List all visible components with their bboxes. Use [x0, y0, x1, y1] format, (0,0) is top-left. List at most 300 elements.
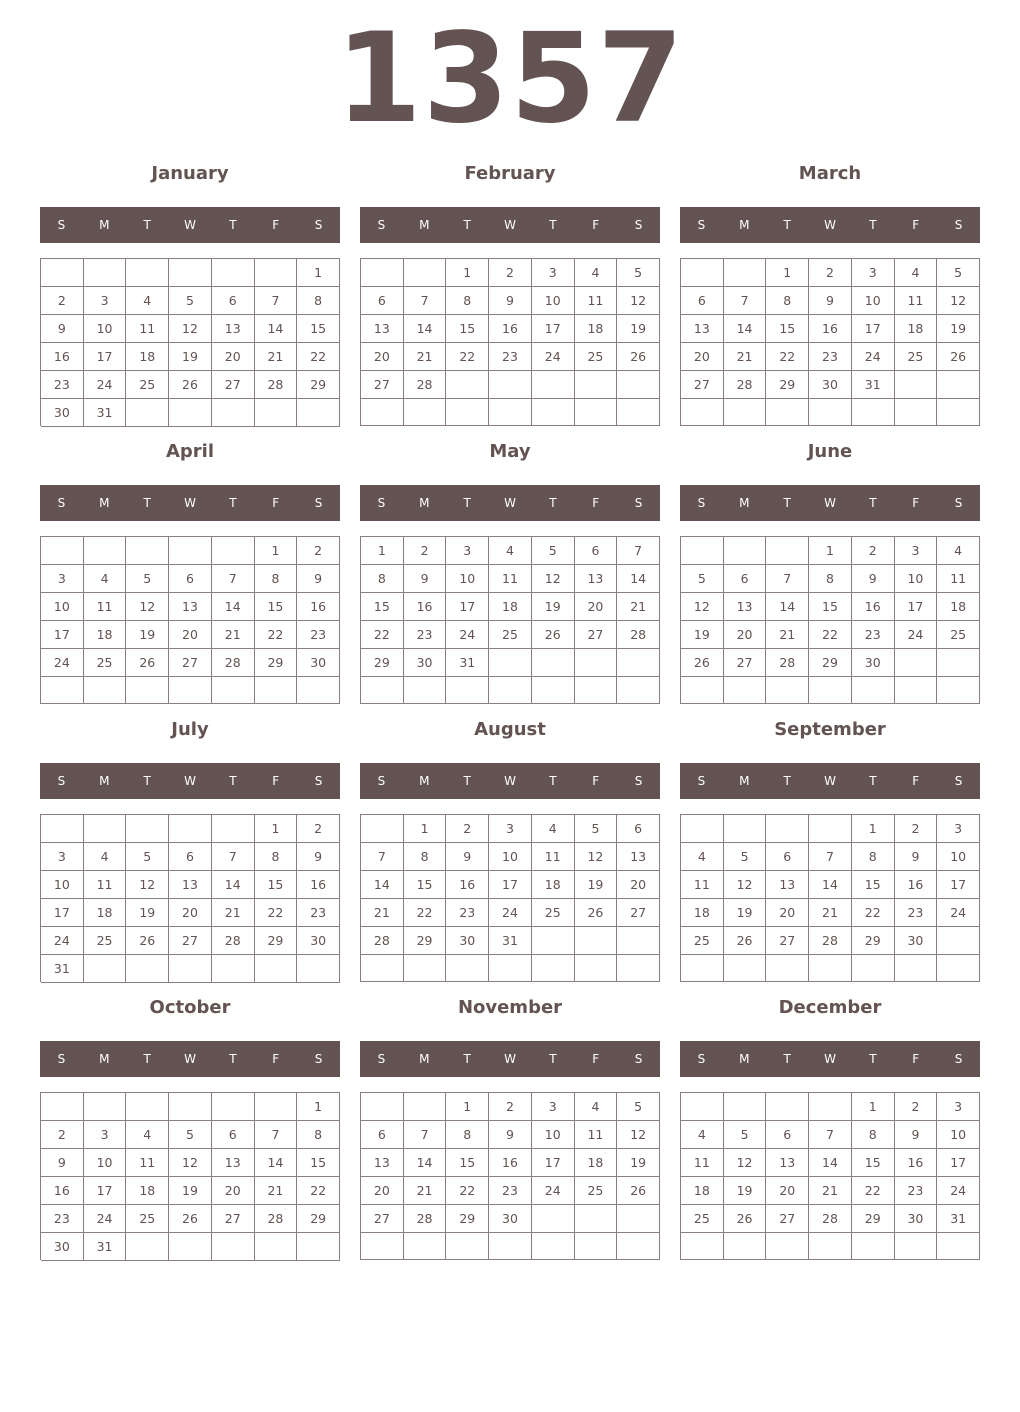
day-cell: 11	[681, 871, 724, 899]
day-cell: 19	[724, 1177, 767, 1205]
day-cell: 22	[297, 343, 340, 371]
day-cell: 9	[41, 315, 84, 343]
day-cell: 19	[724, 899, 767, 927]
day-cell: 29	[297, 1205, 340, 1233]
weekday-label: F	[272, 774, 280, 788]
day-cell: 17	[446, 593, 489, 621]
weekday-label: S	[697, 496, 706, 510]
day-cell: 3	[489, 815, 532, 843]
empty-day-cell	[489, 677, 532, 704]
day-grid	[40, 1092, 340, 1260]
day-cell: 18	[575, 1149, 618, 1177]
empty-day-cell	[489, 649, 532, 677]
day-cell: 20	[169, 621, 212, 649]
month-name: March	[798, 163, 862, 184]
empty-day-cell	[489, 1233, 532, 1260]
empty-day-cell	[681, 1233, 724, 1260]
day-cell: 18	[895, 315, 938, 343]
weekday-label: T	[143, 218, 151, 232]
empty-day-cell	[126, 259, 169, 287]
empty-day-cell	[681, 815, 724, 843]
day-cell: 18	[126, 1177, 169, 1205]
empty-day-cell	[809, 815, 852, 843]
weekday-label: S	[634, 218, 643, 232]
day-cell: 2	[297, 537, 340, 565]
day-cell: 9	[446, 843, 489, 871]
weekday-label: W	[184, 496, 196, 510]
day-cell: 18	[126, 343, 169, 371]
day-cell: 25	[575, 343, 618, 371]
empty-day-cell	[895, 677, 938, 704]
day-cell: 23	[446, 899, 489, 927]
day-cell: 13	[361, 1149, 404, 1177]
day-grid	[680, 1092, 980, 1260]
day-cell: 12	[169, 315, 212, 343]
day-cell: 9	[895, 1121, 938, 1149]
day-cell: 5	[575, 815, 618, 843]
day-cell: 12	[126, 593, 169, 621]
day-cell: 21	[809, 1177, 852, 1205]
day-cell: 26	[126, 649, 169, 677]
empty-day-cell	[169, 399, 212, 427]
day-cell: 5	[169, 287, 212, 315]
day-cell: 16	[895, 1149, 938, 1177]
empty-day-cell	[404, 677, 447, 704]
day-cell: 7	[255, 1121, 298, 1149]
weekday-label: M	[419, 774, 430, 788]
day-cell: 16	[297, 593, 340, 621]
day-cell: 20	[575, 593, 618, 621]
empty-day-cell	[446, 677, 489, 704]
day-cell: 3	[937, 815, 980, 843]
empty-day-cell	[766, 537, 809, 565]
day-cell: 1	[361, 537, 404, 565]
empty-day-cell	[937, 399, 980, 426]
weekday-label: S	[377, 218, 386, 232]
empty-day-cell	[126, 955, 169, 983]
empty-day-cell	[937, 677, 980, 704]
weekday-label: F	[592, 496, 600, 510]
empty-day-cell	[809, 677, 852, 704]
weekday-label: F	[912, 496, 920, 510]
day-cell: 6	[766, 1121, 809, 1149]
month-name: January	[151, 163, 229, 184]
day-cell: 14	[404, 1149, 447, 1177]
month-name: December	[778, 997, 882, 1018]
month-june	[680, 438, 980, 704]
empty-day-cell	[681, 677, 724, 704]
weekday-header	[680, 763, 980, 799]
day-cell: 4	[575, 259, 618, 287]
weekday-label: T	[463, 218, 471, 232]
day-cell: 5	[126, 843, 169, 871]
day-cell: 13	[169, 593, 212, 621]
empty-day-cell	[41, 259, 84, 287]
empty-day-cell	[84, 677, 127, 704]
day-cell: 11	[489, 565, 532, 593]
day-cell: 17	[937, 871, 980, 899]
empty-day-cell	[575, 1205, 618, 1233]
day-cell: 10	[84, 315, 127, 343]
day-cell: 12	[617, 1121, 660, 1149]
empty-day-cell	[212, 815, 255, 843]
weekday-label: T	[229, 218, 237, 232]
empty-day-cell	[895, 371, 938, 399]
day-cell: 22	[809, 621, 852, 649]
empty-day-cell	[212, 1233, 255, 1261]
empty-day-cell	[255, 677, 298, 704]
day-cell: 23	[895, 899, 938, 927]
empty-day-cell	[895, 1233, 938, 1260]
day-grid	[360, 1092, 660, 1260]
empty-day-cell	[532, 1205, 575, 1233]
day-cell: 11	[84, 871, 127, 899]
day-cell: 8	[446, 1121, 489, 1149]
empty-day-cell	[212, 259, 255, 287]
day-cell: 4	[681, 1121, 724, 1149]
day-cell: 21	[766, 621, 809, 649]
day-cell: 16	[489, 1149, 532, 1177]
day-cell: 29	[297, 371, 340, 399]
day-cell: 14	[809, 871, 852, 899]
empty-day-cell	[809, 955, 852, 982]
day-cell: 19	[575, 871, 618, 899]
day-cell: 10	[446, 565, 489, 593]
day-cell: 27	[169, 927, 212, 955]
day-cell: 12	[617, 287, 660, 315]
day-cell: 20	[724, 621, 767, 649]
day-cell: 30	[489, 1205, 532, 1233]
day-cell: 12	[724, 1149, 767, 1177]
day-cell: 16	[446, 871, 489, 899]
weekday-label: T	[869, 218, 877, 232]
day-cell: 8	[404, 843, 447, 871]
day-cell: 25	[489, 621, 532, 649]
day-cell: 17	[532, 1149, 575, 1177]
day-cell: 22	[361, 621, 404, 649]
day-grid	[680, 814, 980, 982]
day-cell: 25	[681, 927, 724, 955]
day-cell: 28	[766, 649, 809, 677]
day-cell: 19	[169, 1177, 212, 1205]
empty-day-cell	[361, 677, 404, 704]
weekday-label: M	[99, 774, 110, 788]
weekday-label: T	[783, 1052, 791, 1066]
day-cell: 30	[895, 927, 938, 955]
day-cell: 10	[852, 287, 895, 315]
empty-day-cell	[852, 399, 895, 426]
month-march	[680, 160, 980, 426]
day-cell: 8	[766, 287, 809, 315]
day-cell: 7	[617, 537, 660, 565]
day-cell: 21	[404, 343, 447, 371]
day-cell: 30	[297, 927, 340, 955]
month-name: June	[807, 441, 853, 462]
day-cell: 10	[489, 843, 532, 871]
empty-day-cell	[617, 649, 660, 677]
empty-day-cell	[489, 371, 532, 399]
empty-day-cell	[724, 259, 767, 287]
day-grid	[680, 536, 980, 704]
day-cell: 27	[212, 1205, 255, 1233]
day-cell: 30	[297, 649, 340, 677]
empty-day-cell	[617, 1233, 660, 1260]
empty-day-cell	[532, 927, 575, 955]
empty-day-cell	[446, 399, 489, 426]
day-cell: 17	[895, 593, 938, 621]
empty-day-cell	[937, 955, 980, 982]
weekday-label: W	[504, 774, 516, 788]
day-cell: 7	[212, 843, 255, 871]
day-cell: 24	[532, 1177, 575, 1205]
day-cell: 30	[446, 927, 489, 955]
day-cell: 30	[852, 649, 895, 677]
day-cell: 14	[212, 593, 255, 621]
day-cell: 14	[404, 315, 447, 343]
day-cell: 29	[809, 649, 852, 677]
empty-day-cell	[169, 955, 212, 983]
day-cell: 28	[404, 371, 447, 399]
weekday-label: W	[824, 1052, 836, 1066]
day-grid	[680, 258, 980, 426]
weekday-label: T	[229, 496, 237, 510]
day-cell: 25	[681, 1205, 724, 1233]
day-cell: 15	[852, 871, 895, 899]
day-cell: 11	[937, 565, 980, 593]
day-cell: 4	[895, 259, 938, 287]
day-cell: 7	[809, 1121, 852, 1149]
day-cell: 29	[766, 371, 809, 399]
day-cell: 31	[84, 399, 127, 427]
day-cell: 16	[41, 343, 84, 371]
weekday-label: T	[549, 1052, 557, 1066]
day-cell: 7	[766, 565, 809, 593]
day-cell: 3	[41, 565, 84, 593]
day-cell: 14	[212, 871, 255, 899]
month-name: July	[171, 719, 209, 740]
day-cell: 12	[126, 871, 169, 899]
day-cell: 4	[937, 537, 980, 565]
day-cell: 28	[212, 649, 255, 677]
day-cell: 12	[937, 287, 980, 315]
empty-day-cell	[809, 1233, 852, 1260]
empty-day-cell	[681, 259, 724, 287]
empty-day-cell	[361, 399, 404, 426]
year-title: 1357	[335, 7, 685, 151]
day-cell: 21	[361, 899, 404, 927]
day-cell: 16	[489, 315, 532, 343]
day-cell: 13	[212, 1149, 255, 1177]
day-cell: 22	[255, 621, 298, 649]
empty-day-cell	[937, 649, 980, 677]
day-cell: 10	[937, 1121, 980, 1149]
day-cell: 15	[852, 1149, 895, 1177]
day-cell: 6	[212, 287, 255, 315]
empty-day-cell	[724, 537, 767, 565]
day-cell: 7	[361, 843, 404, 871]
day-cell: 20	[361, 1177, 404, 1205]
day-cell: 28	[809, 927, 852, 955]
month-november	[360, 994, 660, 1260]
day-cell: 24	[446, 621, 489, 649]
day-cell: 3	[852, 259, 895, 287]
empty-day-cell	[297, 1233, 340, 1261]
empty-day-cell	[532, 371, 575, 399]
day-cell: 11	[575, 1121, 618, 1149]
day-cell: 18	[84, 899, 127, 927]
empty-day-cell	[766, 677, 809, 704]
empty-day-cell	[212, 1093, 255, 1121]
weekday-label: T	[463, 496, 471, 510]
day-cell: 25	[575, 1177, 618, 1205]
empty-day-cell	[532, 955, 575, 982]
day-cell: 10	[532, 1121, 575, 1149]
day-cell: 23	[297, 899, 340, 927]
day-cell: 2	[489, 259, 532, 287]
weekday-label: W	[824, 496, 836, 510]
weekday-label: T	[549, 218, 557, 232]
weekday-header	[40, 485, 340, 521]
day-cell: 17	[84, 1177, 127, 1205]
day-cell: 12	[575, 843, 618, 871]
day-cell: 2	[446, 815, 489, 843]
weekday-label: M	[419, 1052, 430, 1066]
weekday-label: S	[697, 1052, 706, 1066]
month-january	[40, 160, 340, 426]
empty-day-cell	[766, 815, 809, 843]
day-cell: 24	[937, 899, 980, 927]
day-cell: 27	[724, 649, 767, 677]
day-cell: 18	[532, 871, 575, 899]
day-cell: 21	[724, 343, 767, 371]
empty-day-cell	[575, 399, 618, 426]
day-cell: 11	[126, 1149, 169, 1177]
empty-day-cell	[575, 955, 618, 982]
day-cell: 15	[766, 315, 809, 343]
weekday-label: S	[314, 1052, 323, 1066]
empty-day-cell	[446, 1233, 489, 1260]
day-cell: 31	[446, 649, 489, 677]
day-cell: 27	[212, 371, 255, 399]
day-cell: 2	[852, 537, 895, 565]
weekday-label: T	[143, 496, 151, 510]
empty-day-cell	[297, 399, 340, 427]
month-september	[680, 716, 980, 982]
empty-day-cell	[126, 1093, 169, 1121]
day-cell: 26	[724, 927, 767, 955]
day-cell: 26	[169, 371, 212, 399]
weekday-label: W	[504, 218, 516, 232]
empty-day-cell	[255, 399, 298, 427]
weekday-label: T	[143, 774, 151, 788]
day-cell: 1	[809, 537, 852, 565]
day-cell: 13	[575, 565, 618, 593]
day-cell: 15	[446, 1149, 489, 1177]
empty-day-cell	[361, 1093, 404, 1121]
weekday-label: S	[377, 496, 386, 510]
empty-day-cell	[532, 399, 575, 426]
day-cell: 31	[489, 927, 532, 955]
day-cell: 27	[766, 1205, 809, 1233]
weekday-label: W	[824, 774, 836, 788]
day-cell: 24	[852, 343, 895, 371]
weekday-label: M	[739, 774, 750, 788]
day-cell: 6	[212, 1121, 255, 1149]
weekday-header	[40, 1041, 340, 1077]
day-cell: 9	[41, 1149, 84, 1177]
day-cell: 6	[617, 815, 660, 843]
day-cell: 20	[766, 1177, 809, 1205]
day-cell: 27	[766, 927, 809, 955]
day-cell: 29	[852, 927, 895, 955]
day-cell: 22	[766, 343, 809, 371]
empty-day-cell	[84, 815, 127, 843]
day-cell: 25	[84, 927, 127, 955]
day-cell: 1	[446, 259, 489, 287]
day-cell: 27	[361, 1205, 404, 1233]
day-cell: 23	[809, 343, 852, 371]
day-cell: 20	[212, 1177, 255, 1205]
day-cell: 6	[575, 537, 618, 565]
day-cell: 14	[617, 565, 660, 593]
empty-day-cell	[617, 371, 660, 399]
month-name: October	[149, 997, 231, 1018]
weekday-header	[360, 485, 660, 521]
day-cell: 25	[895, 343, 938, 371]
empty-day-cell	[937, 927, 980, 955]
day-cell: 11	[895, 287, 938, 315]
empty-day-cell	[617, 677, 660, 704]
empty-day-cell	[41, 677, 84, 704]
weekday-label: M	[739, 1052, 750, 1066]
weekday-label: S	[314, 496, 323, 510]
empty-day-cell	[404, 259, 447, 287]
day-cell: 4	[681, 843, 724, 871]
weekday-label: S	[314, 774, 323, 788]
empty-day-cell	[489, 399, 532, 426]
day-cell: 10	[84, 1149, 127, 1177]
day-cell: 3	[446, 537, 489, 565]
empty-day-cell	[212, 955, 255, 983]
day-cell: 16	[41, 1177, 84, 1205]
day-cell: 19	[617, 1149, 660, 1177]
empty-day-cell	[489, 955, 532, 982]
weekday-header	[360, 1041, 660, 1077]
day-cell: 28	[404, 1205, 447, 1233]
empty-day-cell	[532, 649, 575, 677]
day-cell: 18	[681, 1177, 724, 1205]
empty-day-cell	[404, 1093, 447, 1121]
day-cell: 26	[724, 1205, 767, 1233]
empty-day-cell	[212, 677, 255, 704]
day-grid	[360, 258, 660, 426]
day-cell: 25	[532, 899, 575, 927]
day-cell: 23	[41, 371, 84, 399]
day-grid	[360, 536, 660, 704]
weekday-header	[40, 763, 340, 799]
empty-day-cell	[809, 399, 852, 426]
day-cell: 1	[255, 815, 298, 843]
day-cell: 16	[809, 315, 852, 343]
day-cell: 24	[489, 899, 532, 927]
day-cell: 23	[41, 1205, 84, 1233]
day-cell: 6	[169, 843, 212, 871]
weekday-label: W	[184, 1052, 196, 1066]
empty-day-cell	[937, 1233, 980, 1260]
day-cell: 28	[212, 927, 255, 955]
day-cell: 26	[617, 1177, 660, 1205]
day-cell: 29	[255, 927, 298, 955]
